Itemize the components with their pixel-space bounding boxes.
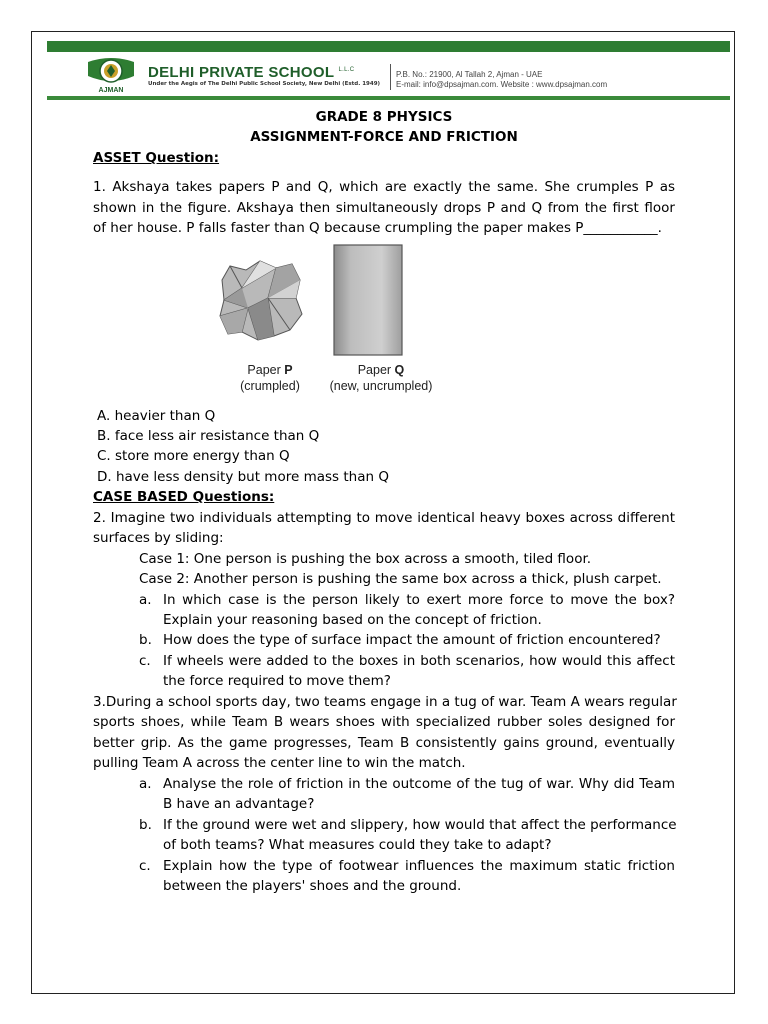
case-1: Case 1: One person is pushing the box across a smooth, tiled floor. [139,551,592,567]
q3-line-4: pulling Team A across the center line to win the match. [93,755,466,771]
contact-address: P.B. No.: 21900, Al Tallah 2, Ajman - UAE [396,70,543,79]
q2b-line-1: How does the type of surface impact the amount of friction encountered? [163,632,661,648]
school-name: DELHI PRIVATE SCHOOL $^{L.L.C}$ [148,64,355,81]
flat-paper-image [333,244,403,356]
asset-heading: ASSET Question: [93,150,220,166]
q2a-line-2: Explain your reasoning based on the concept of friction. [163,612,542,628]
q1-line-1: 1. Akshaya takes papers P and Q, which are exactly the same. She crumples P as [93,179,675,195]
crumpled-paper-image [216,258,304,342]
option-b: B. face less air resistance than Q [97,428,320,444]
option-a: A. heavier than Q [97,408,216,424]
logo-caption: AJMAN [98,87,124,94]
q1-line-3: of her house. P falls faster than Q because crumpling the paper makes P___________. [93,220,662,236]
q1-line-2: shown in the figure. Akshaya then simultaneously drops P and Q from the first floor [93,200,675,216]
caption-paper-q: Paper Q (new, uncrumpled) [318,362,444,394]
header-band [47,41,730,52]
caption-paper-p-sub: (crumpled) [240,379,300,393]
q3b-line-1: If the ground were wet and slippery, how would that affect the performance [163,817,677,833]
q3b-marker: b. [139,817,152,833]
q3a-line-2: B have an advantage? [163,796,315,812]
school-subtitle: Under the Aegis of The Delhi Public School Society, New Delhi (Estd. 1949) [148,81,381,87]
caption-paper-p: Paper P (crumpled) [225,362,315,394]
contact-block [396,70,607,90]
q3a-marker: a. [139,776,152,792]
header-divider [390,64,391,90]
school-llc: L.L.C [338,67,355,73]
q3a-line-1: Analyse the role of friction in the outcome of the tug of war. Why did Team [163,776,675,792]
q3c-line-1: Explain how the type of footwear influences the maximum static friction [163,858,675,874]
q3-line-1: 3.During a school sports day, two teams engage in a tug of war. Team A wears regular [93,694,677,710]
option-d: D. have less density but more mass than Q [97,469,389,485]
q2-line-1: 2. Imagine two individuals attempting to move identical heavy boxes across different [93,510,675,526]
contact-email-website: E-mail: info@dpsajman.com. Website : www.dpsajman.com [396,80,608,89]
case-2: Case 2: Another person is pushing the same box across a thick, plush carpet. [139,571,662,587]
q2-line-2: surfaces by sliding: [93,530,224,546]
page-subtitle: ASSIGNMENT-FORCE AND FRICTION [250,129,518,145]
q3b-line-2: of both teams? What measures could they take to adapt? [163,837,552,853]
q2c-line-2: the force required to move them? [163,673,391,689]
q2b-marker: b. [139,632,152,648]
q2c-line-1: If wheels were added to the boxes in both scenarios, how would this affect [163,653,675,669]
q2a-line-1: In which case is the person likely to exert more force to move the box? [163,592,675,608]
q2c-marker: c. [139,653,151,669]
q3c-line-2: between the players' shoes and the ground. [163,878,462,894]
q2a-marker: a. [139,592,152,608]
q3-line-3: better grip. As the game progresses, Team B consistently gains ground, eventually [93,735,675,751]
caption-paper-q-sub: (new, uncrumpled) [329,379,433,393]
header-rule [47,96,730,100]
q3-line-2: sports shoes, while Team B wears shoes with specialized rubber soles designed for [93,714,675,730]
q3c-marker: c. [139,858,151,874]
page-title: GRADE 8 PHYSICS [315,109,453,125]
option-c: C. store more energy than Q [97,448,290,464]
case-based-heading: CASE BASED Questions: [93,489,275,505]
school-logo [80,56,142,96]
